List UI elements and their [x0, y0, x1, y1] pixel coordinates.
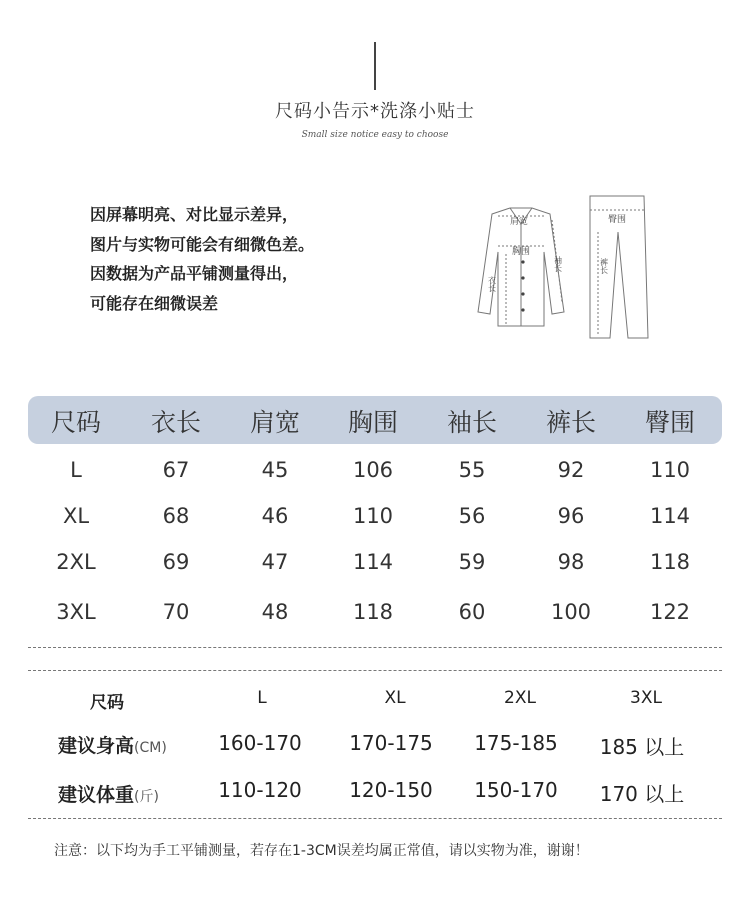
size-table-cell: 114	[649, 504, 691, 528]
label-pants-length: 裤长	[599, 258, 609, 274]
weight-unit: (斤)	[134, 789, 159, 805]
height-label-text: 建议身高	[58, 735, 135, 757]
label-shoulder: 肩宽	[510, 217, 529, 227]
recommend-weight-cell: 150-170	[474, 778, 558, 802]
recommend-weight-cell: 170 以上	[599, 782, 685, 806]
size-table-header-cell: 袖长	[446, 408, 497, 437]
footer-note: 注意：以下均为手工平铺测量，若存在1-3CM误差均属正常值，请以实物为准，谢谢！	[54, 843, 589, 859]
notice-line: 因数据为产品平铺测量得出，	[90, 264, 299, 283]
dashed-divider	[28, 647, 722, 648]
notice-line: 因屏幕明亮、对比显示差异，	[90, 205, 299, 224]
size-table-cell: 59	[458, 550, 486, 574]
size-table-cell: 110	[352, 504, 394, 528]
label-sleeve: 袖长	[553, 256, 563, 272]
size-table-cell: 47	[261, 550, 289, 574]
size-table-cell: 122	[649, 600, 691, 624]
size-table-cell: 110	[649, 458, 691, 482]
size-table-cell: 45	[261, 458, 289, 482]
size-table-cell: 68	[162, 504, 190, 528]
size-table-header-cell: 胸围	[347, 408, 398, 437]
label-hip: 臀围	[608, 215, 627, 225]
size-table-cell: 69	[162, 550, 190, 574]
size-table-cell: 48	[261, 600, 289, 624]
label-length: 衣长	[487, 276, 497, 292]
recommend-weight-cell: 110-120	[218, 778, 302, 802]
recommend-size-cell: XL	[384, 688, 406, 708]
size-table-cell: 98	[557, 550, 585, 574]
notice-line: 图片与实物可能会有细微色差。	[90, 234, 315, 254]
size-table-cell: 67	[162, 458, 190, 482]
size-table-cell: 114	[352, 550, 394, 574]
size-table-header-cell: 衣长	[150, 408, 201, 437]
size-table-cell: 92	[557, 458, 585, 482]
size-table-cell: 2XL	[56, 550, 96, 574]
notice-text	[90, 200, 314, 318]
size-table-cell: 56	[458, 504, 486, 528]
recommend-size-cell: 3XL	[630, 688, 662, 708]
recommend-height-cell: 175-185	[474, 731, 558, 755]
recommend-height-cell: 160-170	[218, 731, 302, 755]
size-table-cell: 106	[352, 458, 394, 482]
dashed-divider	[28, 818, 722, 819]
recommend-height-cell: 185 以上	[599, 735, 685, 759]
size-table-cell: 55	[458, 458, 486, 482]
garment-illustration	[452, 192, 652, 342]
size-table-cell: XL	[62, 504, 90, 528]
height-unit: (CM)	[134, 740, 167, 756]
dashed-divider	[28, 670, 722, 671]
size-table-header-cell: 肩宽	[249, 408, 300, 437]
recommend-size-cell: L	[257, 688, 267, 708]
size-table-cell: 70	[162, 600, 190, 624]
size-table-cell: 60	[458, 600, 486, 624]
size-table-cell: 3XL	[56, 600, 96, 624]
page-title: 尺码小告示*洗涤小贴士	[275, 101, 475, 122]
recommend-height-label	[58, 731, 167, 758]
recommend-size-cell: 2XL	[504, 688, 536, 708]
page-subtitle: Small size notice easy to choose	[301, 130, 449, 140]
size-table-cell: 118	[649, 550, 691, 574]
weight-label-text: 建议体重	[58, 784, 135, 806]
recommend-size-label: 尺码	[90, 693, 124, 713]
top-divider-line	[374, 42, 376, 90]
size-table-cell: 46	[261, 504, 289, 528]
recommend-weight-cell: 120-150	[349, 778, 433, 802]
size-table-cell: L	[70, 458, 82, 482]
size-table-header-cell: 臀围	[644, 408, 695, 437]
size-table-cell: 96	[557, 504, 585, 528]
recommend-weight-label	[58, 780, 159, 807]
recommend-height-cell: 170-175	[349, 731, 433, 755]
size-table-cell: 118	[352, 600, 394, 624]
label-chest: 胸围	[512, 247, 531, 257]
size-table-header-cell: 尺码	[50, 408, 101, 437]
notice-line: 可能存在细微误差	[90, 293, 219, 313]
size-table-cell: 100	[550, 600, 592, 624]
size-table-header-cell: 裤长	[545, 408, 596, 437]
